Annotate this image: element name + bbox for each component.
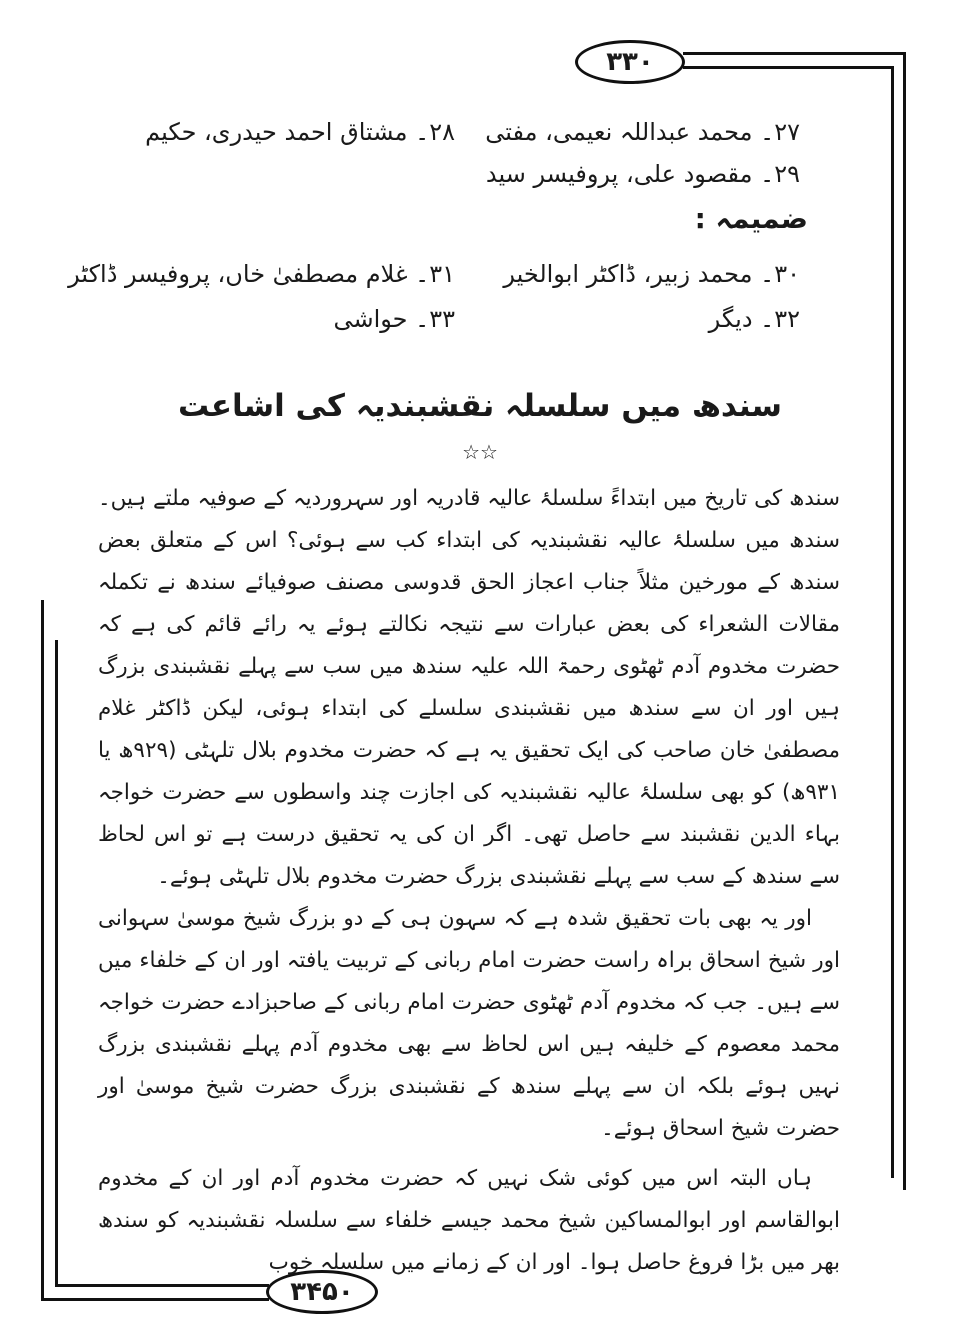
- frame-bottom-line-inner: [55, 1284, 269, 1287]
- paragraph-3: ہاں البتہ اس میں کوئی شک نہیں کہ حضرت مخدوم آدم اور ان کے مخدوم ابوالقاسم اور ابوالمساکین شیخ محمد جیسے خلفاء سے سلسلہ نقشبندیہ کو سندھ بھر میں بڑا فروغ حاصل ہوا۔ اور ان کے زمانے میں سلسلہ خوب: [98, 1166, 840, 1275]
- list-item-28: ۲۸۔ مشتاق احمد حیدری، حکیم: [145, 118, 455, 146]
- list-item-33: ۳۳۔ حواشی: [333, 305, 455, 333]
- article-heading: سندھ میں سلسلہ نقشبندیہ کی اشاعت: [178, 388, 782, 424]
- frame-right-line-inner: [891, 66, 894, 1178]
- page-number-top: ۳۳۰: [575, 40, 685, 84]
- paragraph-2: اور یہ بھی بات تحقیق شدہ ہے کہ سہون ہی کے دو بزرگ شیخ موسیٰ سہوانی اور شیخ اسحاق براہ راست حضرت امام ربانی کے تربیت یافتہ اور ان کے خلفاء میں سے ہیں۔ جب کہ مخدوم آدم ٹھٹوی حضرت امام ربانی کے صاحبزادے حضرت خواجہ محمد معصوم کے خلیفہ ہیں اس لحاظ سے بھی مخدوم آدم پہلے نقشبندی بزرگ نہیں ہوئے بلکہ ان سے پہلے سندھ کے نقشبندی بزرگ حضرت شیخ موسیٰ اور حضرت شیخ اسحاق ہوئے۔: [98, 906, 840, 1141]
- page-number-bottom: ۳۴۵۰: [266, 1270, 378, 1314]
- appendix-label: ضمیمہ :: [694, 202, 808, 235]
- frame-left-line-inner: [55, 640, 58, 1286]
- list-item-30: ۳۰۔ محمد زبیر، ڈاکٹر ابوالخیر: [503, 260, 800, 288]
- paragraph-1: سندھ کی تاریخ میں ابتداءً سلسلۂ عالیہ قادریہ اور سہروردیہ کے صوفیہ ملتے ہیں۔ سندھ میں سلسلۂ عالیہ نقشبندیہ کی ابتداء کب سے ہوئی؟ اس کے متعلق بعض سندھ کے مورخین مثلاً جناب اعجاز الحق قدوسی مصنف صوفیائے سندھ نے تکملہ مقالات الشعراء کی بعض عبارات سے نتیجہ نکالتے ہوئے یہ رائے قائم کی ہے کہ حضرت مخدوم آدم ٹھٹوی رحمۃ اللہ علیہ سندھ میں سب سے پہلے نقشبندی بزرگ ہیں اور ان سے سندھ میں نقشبندی سلسلے کی ابتداء ہوئی، لیکن ڈاکٹر غلام مصطفیٰ خان صاحب کی ایک تحقیق یہ ہے کہ حضرت مخدوم بلال تلہٹی (۹۲۹ھ یا ۹۳۱ھ) کو بھی سلسلۂ عالیہ نقشبندیہ کی اجازت چند واسطوں سے حضرت خواجہ بہاء الدین نقشبند سے حاصل تھی۔ اگر ان کی یہ تحقیق درست ہے تو اس لحاظ سے سندھ کے سب سے پہلے نقشبندی بزرگ حضرت مخدوم بلال تلہٹی ہوئے۔: [98, 486, 840, 889]
- frame-top-line-inner: [683, 66, 893, 69]
- article-body: [98, 478, 840, 1284]
- frame-right-line-outer: [903, 52, 906, 1190]
- frame-left-line-outer: [41, 600, 44, 1300]
- star-ornament: ☆☆: [462, 440, 498, 464]
- frame-bottom-line-outer: [41, 1298, 269, 1301]
- list-item-32: ۳۲۔ دیگر: [708, 305, 800, 333]
- list-item-27: ۲۷۔ محمد عبداللہ نعیمی، مفتی: [485, 118, 800, 146]
- list-item-31: ۳۱۔ غلام مصطفیٰ خاں، پروفیسر ڈاکٹر: [68, 260, 455, 288]
- frame-top-line-outer: [683, 52, 905, 55]
- list-item-29: ۲۹۔ مقصود علی، پروفیسر سید: [485, 160, 800, 188]
